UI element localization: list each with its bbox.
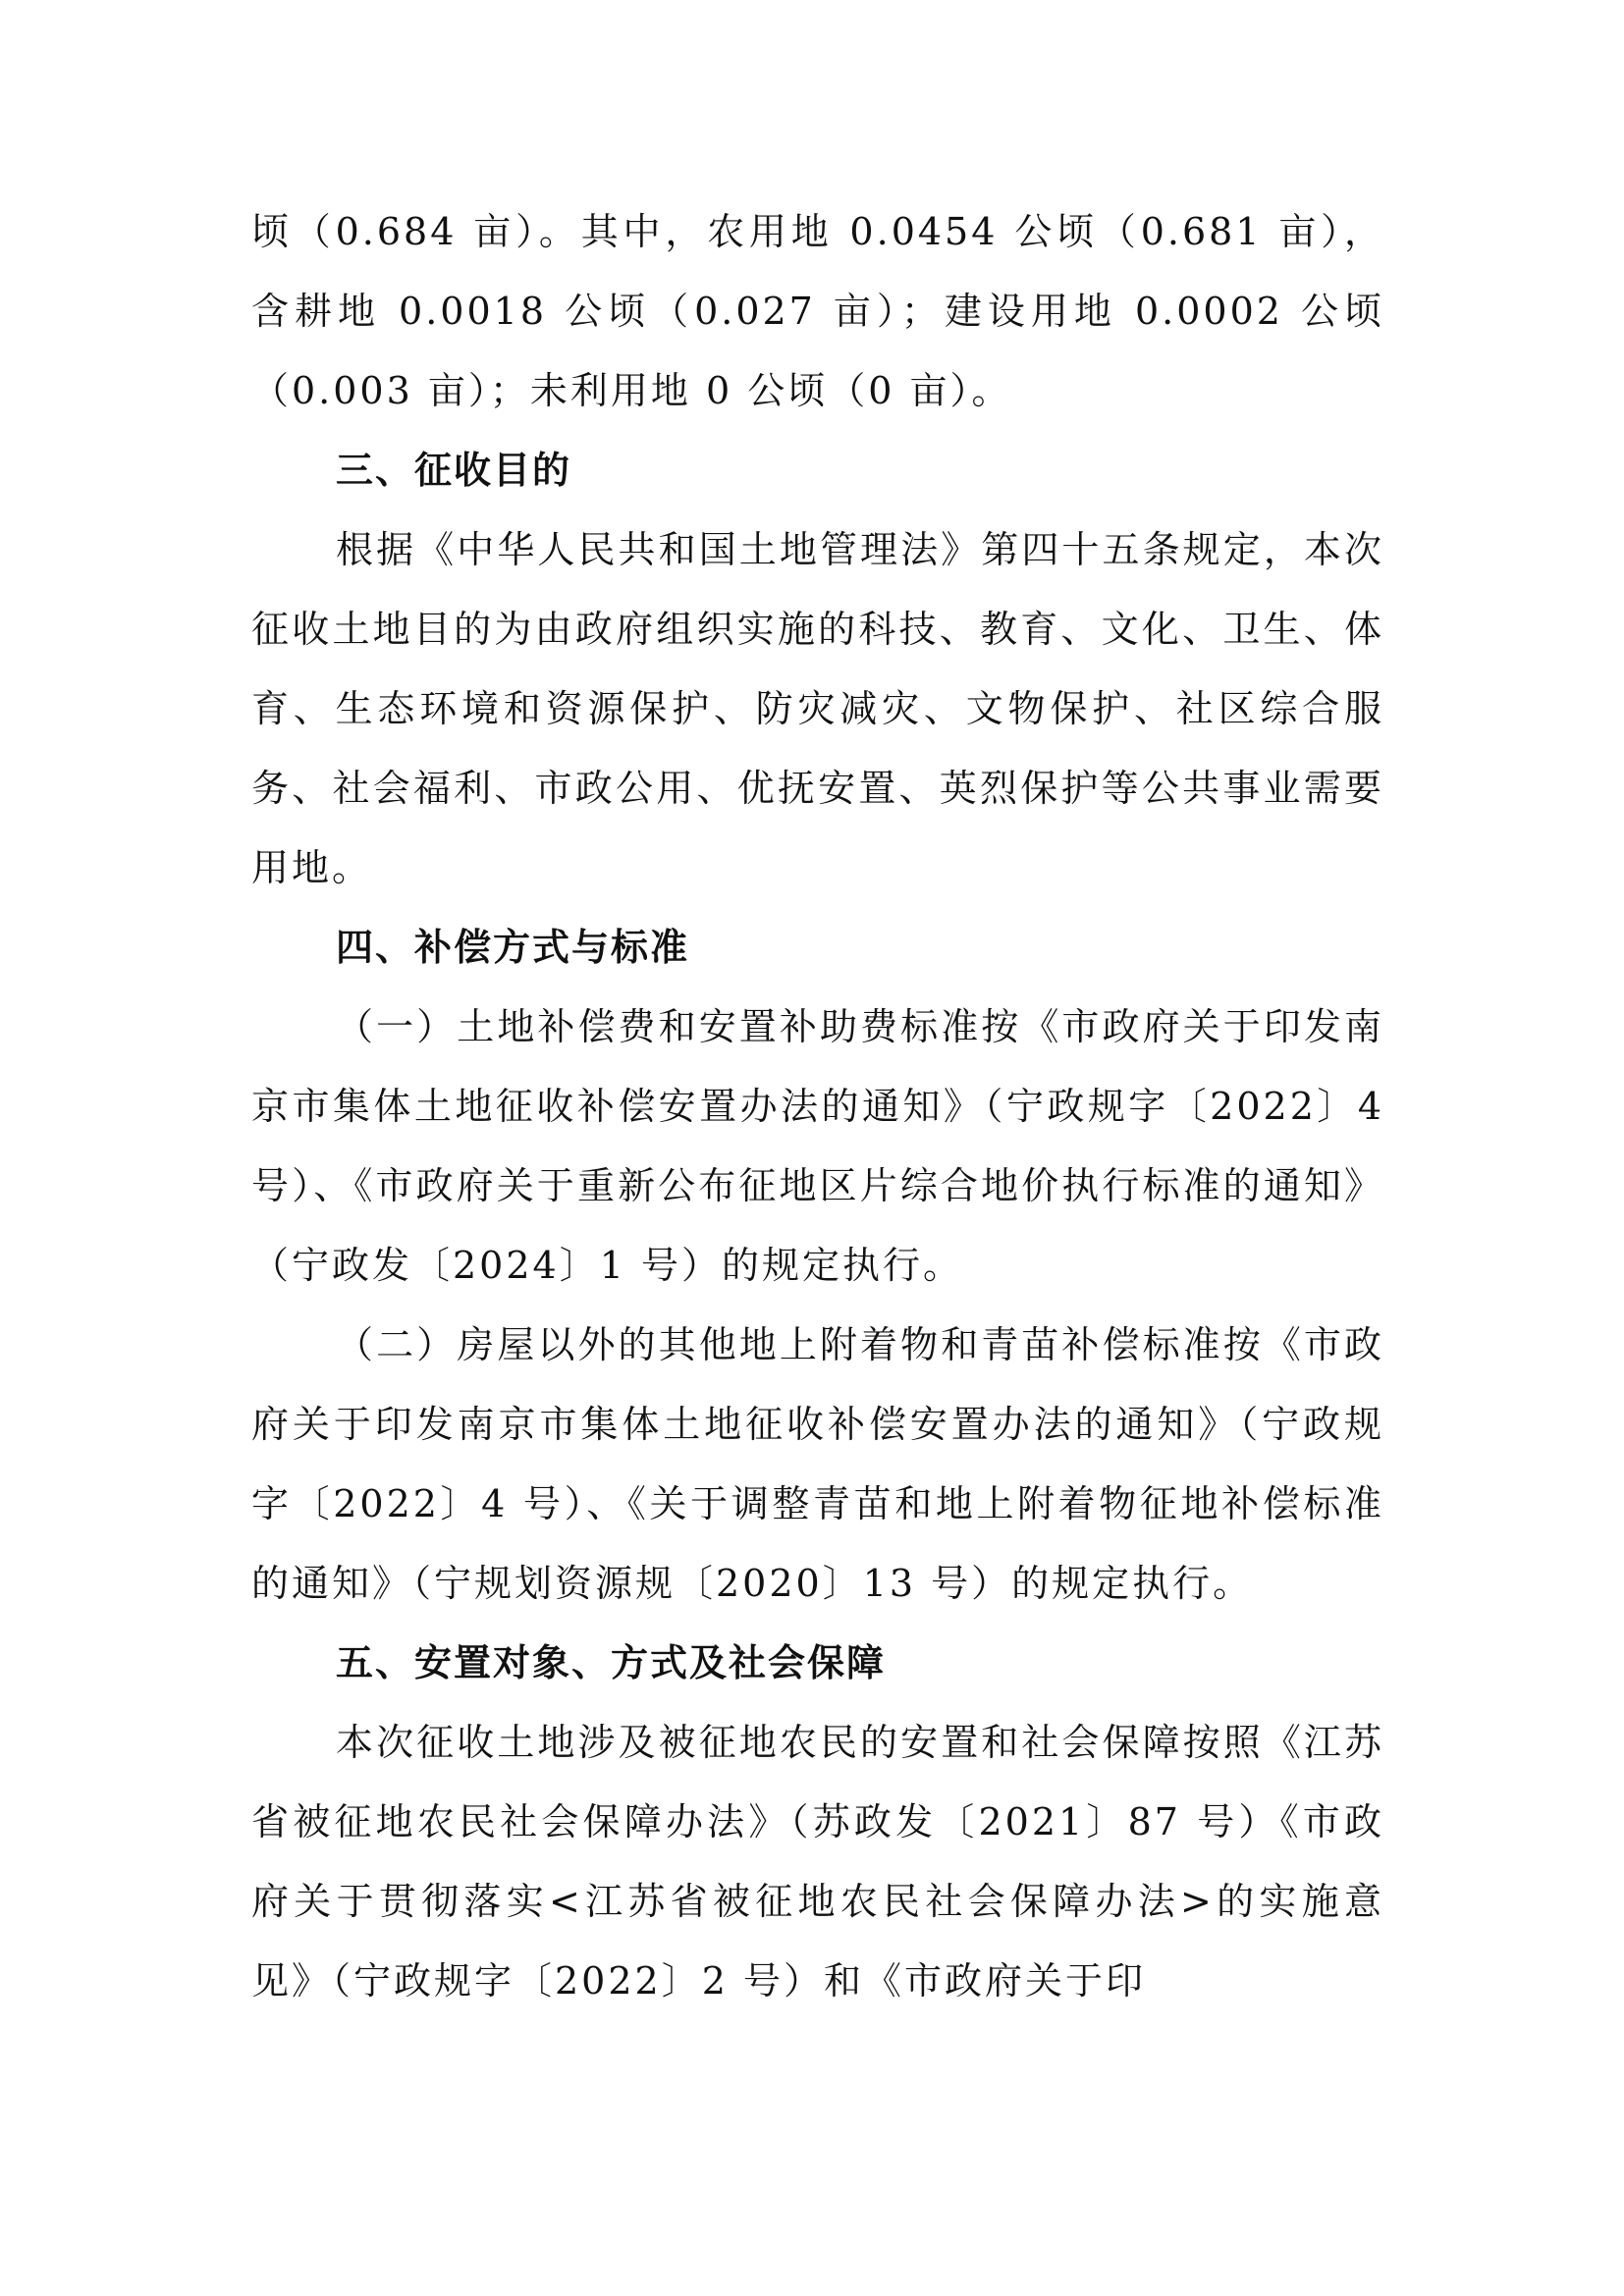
paragraph-compensation-1: （一）土地补偿费和安置补助费标准按《市政府关于印发南京市集体土地征收补偿安置办法的通知》（宁政规字〔2022〕4 号）、《市政府关于重新公布征地区片综合地价执行标准的通知》（宁政发〔2024〕1 号）的规定执行。 [251,1005,1384,1287]
section-heading-purpose: 三、征收目的 [336,449,572,492]
section-heading-resettlement: 五、安置对象、方式及社会保障 [336,1641,887,1684]
document-page [251,192,1384,2021]
paragraph-compensation-2: （二）房屋以外的其他地上附着物和青苗补偿标准按《市政府关于印发南京市集体土地征收补偿安置办法的通知》（宁政规字〔2022〕4 号）、《关于调整青苗和地上附着物征地补偿标准的通知》（宁规划资源规〔2020〕13 号）的规定执行。 [251,1323,1384,1605]
paragraph-resettlement: 本次征收土地涉及被征地农民的安置和社会保障按照《江苏省被征地农民社会保障办法》（苏政发〔2021〕87 号）《市政府关于贯彻落实<江苏省被征地农民社会保障办法>的实施意见》（宁政规字〔2022〕2 号）和《市政府关于印 [251,1721,1384,2002]
paragraph-purpose: 根据《中华人民共和国土地管理法》第四十五条规定，本次征收土地目的为由政府组织实施的科技、教育、文化、卫生、体育、生态环境和资源保护、防灾减灾、文物保护、社区综合服务、社会福利、市政公用、优抚安置、英烈保护等公共事业需要用地。 [251,528,1384,889]
paragraph-area-continuation: 顷（0.684 亩）。其中，农用地 0.0454 公顷（0.681 亩），含耕地 0.0018 公顷（0.027 亩）；建设用地 0.0002 公顷（0.003 亩）；未利用地 0 公顷（0 亩）。 [251,210,1384,412]
section-heading-compensation: 四、补偿方式与标准 [336,926,690,969]
